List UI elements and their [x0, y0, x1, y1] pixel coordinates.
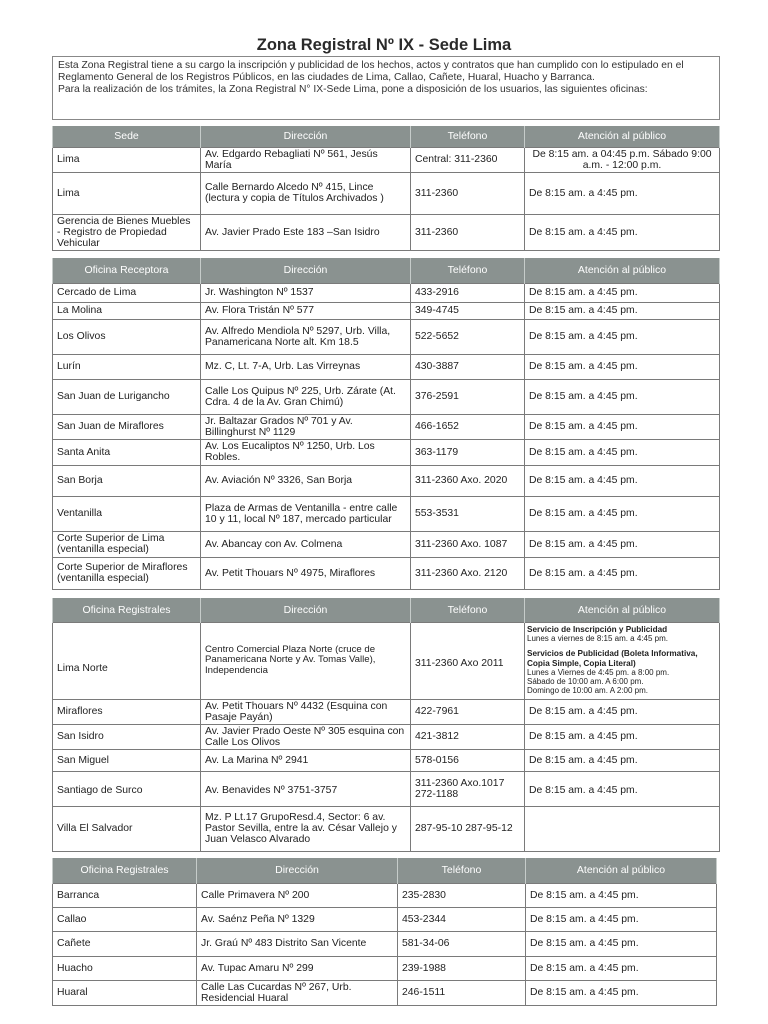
office-name: Huaral: [53, 980, 197, 1005]
office-address: Jr. Baltazar Grados Nº 701 y Av. Billinghurst Nº 1129: [201, 414, 411, 439]
office-hours: De 8:15 am. a 4:45 pm.: [525, 379, 720, 414]
table-row: [53, 531, 720, 557]
service-title: Servicio de Inscripción y Publicidad: [527, 624, 668, 634]
office-name: San Isidro: [53, 724, 201, 749]
table-row: [53, 622, 720, 699]
office-address: Av. Edgardo Rebagliati Nº 561, Jesús María: [201, 147, 411, 172]
office-name: Santiago de Surco: [53, 771, 201, 806]
office-name: San Juan de Lurigancho: [53, 379, 201, 414]
office-name: Cañete: [53, 931, 197, 956]
office-hours: De 8:15 am. a 4:45 pm.: [525, 531, 720, 557]
oficina-receptora-table: [52, 258, 720, 590]
header-direccion: Dirección: [201, 258, 411, 283]
header-atencion: Atención al público: [525, 126, 720, 147]
office-name: Corte Superior de Lima (ventanilla especial): [53, 531, 201, 557]
office-hours: De 8:15 am. a 4:45 pm.: [525, 439, 720, 465]
office-hours: De 8:15 am. a 4:45 pm.: [526, 931, 717, 956]
office-name: Los Olivos: [53, 319, 201, 354]
office-phone: 522-5652: [411, 319, 525, 354]
office-phone: 311-2360: [411, 172, 525, 214]
office-name: Gerencia de Bienes Muebles - Registro de Propiedad Vehicular: [53, 214, 201, 250]
table-row: [53, 439, 720, 465]
office-address: Av. Alfredo Mendiola Nº 5297, Urb. Villa, Panamericana Norte alt. Km 18.5: [201, 319, 411, 354]
office-address: Av. Abancay con Av. Colmena: [201, 531, 411, 557]
office-hours: De 8:15 am. a 4:45 pm.: [526, 956, 717, 980]
office-hours: De 8:15 am. a 4:45 pm.: [525, 414, 720, 439]
office-address: Av. Benavides Nº 3751-3757: [201, 771, 411, 806]
header-oficina-registrales: Oficina Registrales: [53, 858, 197, 883]
office-address: Calle Los Quipus Nº 225, Urb. Zárate (At. Cdra. 4 de la Av. Gran Chimú): [201, 379, 411, 414]
office-name: Corte Superior de Miraflores (ventanilla especial): [53, 557, 201, 589]
office-hours: De 8:15 am. a 4:45 pm.: [525, 699, 720, 724]
office-phone: 578-0156: [411, 749, 525, 771]
office-address: Jr. Washington Nº 1537: [201, 283, 411, 302]
office-address: Mz. P Lt.17 GrupoResd.4, Sector: 6 av. Pastor Sevilla, entre la av. César Vallejo y Juan Velasco Alvarado: [201, 806, 411, 851]
table-row: [53, 172, 720, 214]
office-name: Huacho: [53, 956, 197, 980]
header-sede: Sede: [53, 126, 201, 147]
table-row: [53, 379, 720, 414]
table-row: [53, 414, 720, 439]
office-name: Lurín: [53, 354, 201, 379]
table-row: [53, 931, 717, 956]
header-direccion: Dirección: [201, 598, 411, 622]
header-atencion: Atención al público: [526, 858, 717, 883]
office-phone: 363-1179: [411, 439, 525, 465]
office-name: Ventanilla: [53, 496, 201, 531]
table-row: [53, 699, 720, 724]
office-hours: De 8:15 am. a 4:45 pm.: [525, 465, 720, 496]
service-hours: Sábado de 10:00 am. A 6:00 pm.: [527, 677, 644, 687]
sede-table: [52, 126, 720, 251]
office-phone: 311-2360: [411, 214, 525, 250]
office-phone: 433-2916: [411, 283, 525, 302]
office-hours: De 8:15 am. a 4:45 pm.: [526, 883, 717, 907]
office-address: Av. Aviación Nº 3326, San Borja: [201, 465, 411, 496]
office-hours: De 8:15 am. a 4:45 pm.: [526, 907, 717, 931]
office-address: Av. Javier Prado Oeste Nº 305 esquina con Calle Los Olivos: [201, 724, 411, 749]
office-name: Lima: [53, 147, 201, 172]
office-name: San Miguel: [53, 749, 201, 771]
table-row: [53, 724, 720, 749]
table-row: [53, 496, 720, 531]
office-phone: 349-4745: [411, 302, 525, 319]
table-row: [53, 771, 720, 806]
office-hours: De 8:15 am. a 4:45 pm.: [525, 496, 720, 531]
header-telefono: Teléfono: [411, 598, 525, 622]
service-hours: Domingo de 10:00 am. A 2:00 pm.: [527, 686, 648, 696]
office-phone: 239-1988: [398, 956, 526, 980]
intro-paragraph-2: Para la realización de los trámites, la Zona Registral N° IX-Sede Lima, pone a disposición de los usuarios, las siguientes oficinas:: [58, 84, 648, 95]
office-name: Barranca: [53, 883, 197, 907]
header-atencion: Atención al público: [525, 258, 720, 283]
office-name: San Borja: [53, 465, 201, 496]
office-hours: De 8:15 am. a 4:45 pm.: [525, 214, 720, 250]
header-oficina-registrales: Oficina Registrales: [53, 598, 201, 622]
office-hours: De 8:15 am. a 4:45 pm.: [525, 319, 720, 354]
office-address: Calle Primavera Nº 200: [197, 883, 398, 907]
table-row: [53, 465, 720, 496]
table-row: [53, 956, 717, 980]
office-hours: De 8:15 am. a 4:45 pm.: [525, 749, 720, 771]
office-hours: De 8:15 am. a 4:45 pm.: [525, 172, 720, 214]
office-address: Jr. Graú Nº 483 Distrito San Vicente: [197, 931, 398, 956]
office-phone: 311-2360 Axo. 2020: [411, 465, 525, 496]
header-telefono: Teléfono: [398, 858, 526, 883]
office-name: La Molina: [53, 302, 201, 319]
office-hours: De 8:15 am. a 4:45 pm.: [525, 771, 720, 806]
office-address: Plaza de Armas de Ventanilla - entre calle 10 y 11, local Nº 187, mercado particular: [201, 496, 411, 531]
page-title: Zona Registral Nº IX - Sede Lima: [256, 36, 512, 54]
office-address: Mz. C, Lt. 7-A, Urb. Las Virreynas: [201, 354, 411, 379]
office-name: Miraflores: [53, 699, 201, 724]
table-row: [53, 907, 717, 931]
office-phone: 246-1511: [398, 980, 526, 1005]
intro-paragraph-1: Esta Zona Registral tiene a su cargo la inscripción y publicidad de los hechos, actos y contratos que han cumplido con lo estipulado en el Reglamento General de los Registros Públicos, en las ciudades de Lima, Callao, Cañete, Huaral, Huacho y Barranca.: [58, 60, 684, 83]
office-hours: De 8:15 am. a 04:45 p.m. Sábado 9:00 a.m. - 12:00 p.m.: [525, 147, 720, 172]
table-row: [53, 147, 720, 172]
header-direccion: Dirección: [201, 126, 411, 147]
table-row: [53, 557, 720, 589]
service-title: Servicios de Publicidad (Boleta Informativa, Copia Simple, Copia Literal): [527, 649, 698, 668]
office-phone: 376-2591: [411, 379, 525, 414]
office-address: Av. Saénz Peña Nº 1329: [197, 907, 398, 931]
office-address: Av. Flora Tristán Nº 577: [201, 302, 411, 319]
office-name: Lima Norte: [53, 622, 201, 699]
office-address: Calle Las Cucardas Nº 267, Urb. Residencial Huaral: [197, 980, 398, 1005]
office-hours: De 8:15 am. a 4:45 pm.: [525, 724, 720, 749]
table-row: [53, 980, 717, 1005]
service-hours: Lunes a viernes de 8:15 am. a 4:45 pm.: [527, 634, 668, 644]
table-row: [53, 214, 720, 250]
table-row: [53, 302, 720, 319]
office-address: Av. Petit Thouars Nº 4975, Miraflores: [201, 557, 411, 589]
intro-box: [52, 56, 720, 120]
header-telefono: Teléfono: [411, 126, 525, 147]
office-phone: 453-2344: [398, 907, 526, 931]
table-row: [53, 749, 720, 771]
oficinas-registrales-provincias-table: [52, 858, 717, 1006]
header-direccion: Dirección: [197, 858, 398, 883]
office-hours: [525, 806, 720, 851]
oficinas-registrales-lima-table: [52, 598, 720, 852]
header-telefono: Teléfono: [411, 258, 525, 283]
office-hours: De 8:15 am. a 4:45 pm.: [525, 354, 720, 379]
office-hours: De 8:15 am. a 4:45 pm.: [525, 283, 720, 302]
table-row: [53, 319, 720, 354]
office-phone: 287-95-10 287-95-12: [411, 806, 525, 851]
office-phone: 311-2360 Axo. 2120: [411, 557, 525, 589]
table-row: [53, 806, 720, 851]
office-address: Av. Los Eucaliptos Nº 1250, Urb. Los Robles.: [201, 439, 411, 465]
office-name: Santa Anita: [53, 439, 201, 465]
office-name: San Juan de Miraflores: [53, 414, 201, 439]
office-hours: De 8:15 am. a 4:45 pm.: [526, 980, 717, 1005]
header-oficina-receptora: Oficina Receptora: [53, 258, 201, 283]
office-address: Av. Javier Prado Este 183 –San Isidro: [201, 214, 411, 250]
office-name: Villa El Salvador: [53, 806, 201, 851]
header-atencion: Atención al público: [525, 598, 720, 622]
office-phone: 311-2360 Axo.1017 272-1188: [411, 771, 525, 806]
office-hours: De 8:15 am. a 4:45 pm.: [525, 557, 720, 589]
office-phone: 466-1652: [411, 414, 525, 439]
office-address: Centro Comercial Plaza Norte (cruce de Panamericana Norte y Av. Tomas Valle), Independencia: [201, 622, 411, 699]
table-row: [53, 883, 717, 907]
office-name: Callao: [53, 907, 197, 931]
office-hours: [525, 622, 720, 699]
office-address: Av. Petit Thouars Nº 4432 (Esquina con Pasaje Payán): [201, 699, 411, 724]
office-phone: 553-3531: [411, 496, 525, 531]
office-address: Av. La Marina Nº 2941: [201, 749, 411, 771]
office-phone: 422-7961: [411, 699, 525, 724]
office-phone: 311-2360 Axo 2011: [411, 622, 525, 699]
service-hours: Lunes a Viernes de 4:45 pm. a 8:00 pm.: [527, 668, 670, 678]
office-address: Calle Bernardo Alcedo Nº 415, Lince (lectura y copia de Títulos Archivados ): [201, 172, 411, 214]
office-name: Lima: [53, 172, 201, 214]
office-phone: 421-3812: [411, 724, 525, 749]
table-row: [53, 283, 720, 302]
office-hours: De 8:15 am. a 4:45 pm.: [525, 302, 720, 319]
office-phone: Central: 311-2360: [411, 147, 525, 172]
office-address: Av. Tupac Amaru Nº 299: [197, 956, 398, 980]
office-phone: 235-2830: [398, 883, 526, 907]
office-phone: 311-2360 Axo. 1087: [411, 531, 525, 557]
office-phone: 430-3887: [411, 354, 525, 379]
table-row: [53, 354, 720, 379]
office-phone: 581-34-06: [398, 931, 526, 956]
office-name: Cercado de Lima: [53, 283, 201, 302]
